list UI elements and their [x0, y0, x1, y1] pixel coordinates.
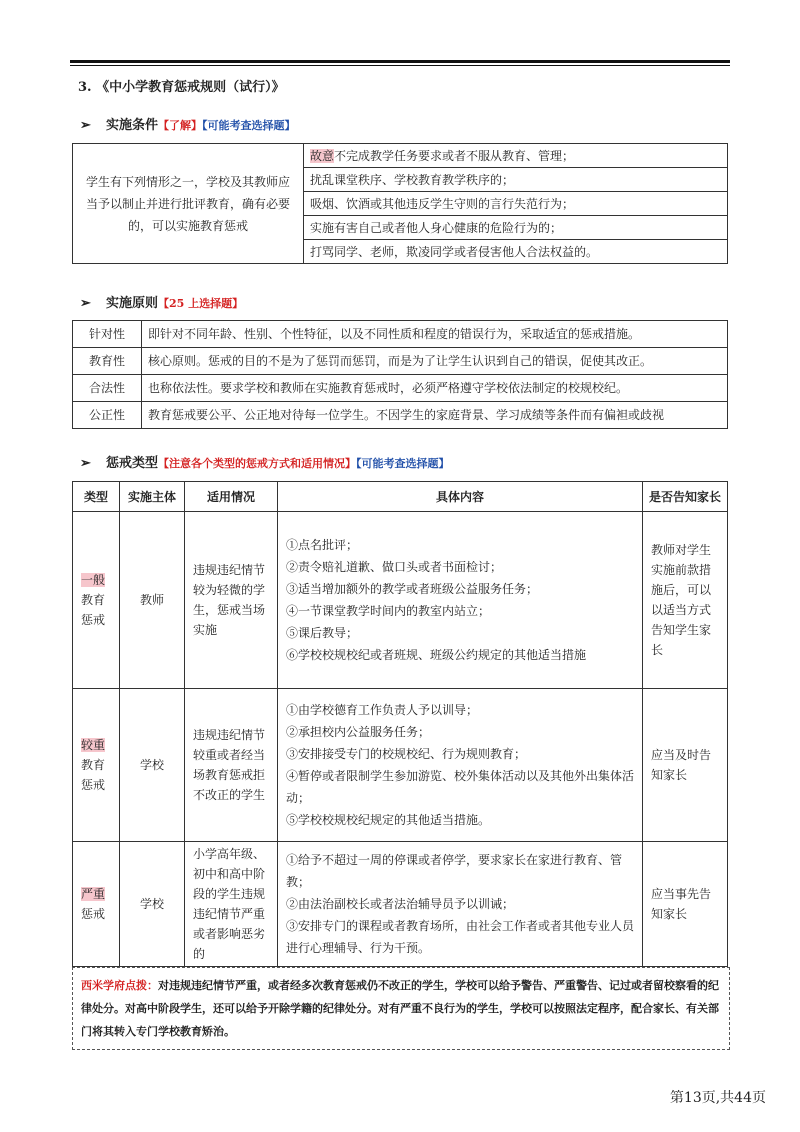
content-item: ③安排接受专门的校规校纪、行为规则教育；: [286, 747, 527, 761]
arrow-bullet-icon: ➢: [80, 296, 91, 311]
situation-cell: 违规违纪情节较为轻微的学生，惩戒当场实施: [185, 512, 278, 689]
subheading-label: 实施条件: [106, 118, 159, 133]
subheading-principles: [80, 292, 243, 311]
table-row: [73, 842, 728, 967]
content-item: ④一节课堂教学时间内的教室内站立；: [286, 604, 491, 618]
situation-cell: 小学高年级、初中和高中阶段的学生违规违纪情节严重或者影响恶劣的: [185, 842, 278, 967]
content-item: ④暂停或者限制学生参加游览、校外集体活动以及其他外出集体活动；: [286, 769, 635, 805]
content-item: ⑤课后教导；: [286, 626, 359, 640]
condition-item: 实施有害自己或者他人身心健康的危险行为的；: [304, 216, 728, 240]
conditions-intro: 学生有下列情形之一，学校及其教师应当予以制止并进行批评教育，确有必要的，可以实施教育惩戒: [73, 144, 304, 264]
principle-desc: 即针对不同年龄、性别、个性特征，以及不同性质和程度的错误行为，采取适宜的惩戒措施。: [142, 321, 728, 348]
type-cell: 一般教育惩戒: [73, 512, 120, 689]
top-rule-thick: [70, 60, 730, 63]
arrow-bullet-icon: ➢: [80, 456, 91, 471]
principle-desc: 也称依法性。要求学校和教师在实施教育惩戒时，必须严格遵守学校依法制定的校规校纪。: [142, 375, 728, 402]
tag-exam: 【可能考查选择题】: [202, 119, 296, 132]
content-cell: [278, 512, 643, 689]
page-number: 第13页,共44页: [669, 1090, 766, 1106]
tip-label: 西米学府点拨：: [81, 979, 158, 992]
subject-cell: 教师: [120, 512, 185, 689]
table-row: [73, 689, 728, 842]
content-cell: [278, 842, 643, 967]
condition-item: 故意不完成教学任务要求或者不服从教育、管理；: [304, 144, 728, 168]
tag-exam: 【可能考查选择题】: [356, 457, 450, 470]
subject-cell: 学校: [120, 689, 185, 842]
condition-item: 吸烟、饮酒或其他违反学生守则的言行失范行为；: [304, 192, 728, 216]
content-item: ③安排专门的课程或者教育场所，由社会工作者或者其他专业人员进行心理辅导、行为干预。: [286, 919, 635, 955]
principle-name: 教育性: [73, 348, 142, 375]
type-cell: 较重教育惩戒: [73, 689, 120, 842]
subject-cell: 学校: [120, 842, 185, 967]
header-subject: 实施主体: [120, 482, 185, 512]
content-item: ②责令赔礼道歉、做口头或者书面检讨；: [286, 560, 503, 574]
notify-cell: 应当事先告知家长: [643, 842, 728, 967]
subheading-label: 惩戒类型: [106, 456, 159, 471]
situation-cell: 违规违纪情节较重或者经当场教育惩戒拒不改正的学生: [185, 689, 278, 842]
condition-item: 扰乱课堂秩序、学校教育教学秩序的；: [304, 168, 728, 192]
content-item: ③适当增加额外的教学或者班级公益服务任务；: [286, 582, 539, 596]
arrow-bullet-icon: ➢: [80, 118, 91, 133]
content-item: ①由学校德育工作负责人予以训导；: [286, 703, 479, 717]
principle-name: 针对性: [73, 321, 142, 348]
content-item: ⑥学校校规校纪或者班规、班级公约规定的其他适当措施: [286, 648, 587, 662]
tag-note-types: 【注意各个类型的惩戒方式和适用情况】: [158, 457, 357, 470]
header-situation: 适用情况: [185, 482, 278, 512]
header-notify: 是否告知家长: [643, 482, 728, 512]
highlight-deliberate: 故意: [310, 148, 335, 163]
content-item: ①给予不超过一周的停课或者停学，要求家长在家进行教育、管教；: [286, 853, 623, 889]
principle-name: 合法性: [73, 375, 142, 402]
tip-box: [72, 967, 730, 1050]
highlight-type: 较重: [81, 738, 106, 752]
content-item: ①点名批评；: [286, 538, 359, 552]
table-header-row: [73, 482, 728, 512]
principle-name: 公正性: [73, 402, 142, 429]
tag-understand: 【了解】: [158, 119, 203, 132]
notify-cell: 教师对学生实施前款措施后，可以以适当方式告知学生家长: [643, 512, 728, 689]
notify-cell: 应当及时告知家长: [643, 689, 728, 842]
punishment-types-table: [72, 481, 728, 967]
content-item: ⑤学校校规校纪规定的其他适当措施。: [286, 813, 491, 827]
content-item: ②由法治副校长或者法治辅导员予以训诫；: [286, 897, 515, 911]
condition-item: 打骂同学、老师，欺凌同学或者侵害他人合法权益的。: [304, 240, 728, 264]
subheading-types: [80, 452, 450, 471]
subheading-conditions: [80, 114, 296, 133]
tip-text: 对违规违纪情节严重，或者经多次教育惩戒仍不改正的学生，学校可以给予警告、严重警告、记过或者留校察看的纪律处分。对高中阶段学生，还可以给予开除学籍的纪律处分。对有严重不良行为的学生，学校可以按照法定程序，配合家长、有关部门将其转入专门学校教育矫治。: [81, 979, 719, 1038]
subheading-label: 实施原则: [106, 296, 159, 311]
conditions-table: [72, 143, 728, 264]
principle-desc: 教育惩戒要公平、公正地对待每一位学生。不因学生的家庭背景、学习成绩等条件而有偏袒或歧视: [142, 402, 728, 429]
tag-exam-year: 【25 上选择题】: [158, 297, 244, 310]
highlight-type: 严重: [81, 887, 106, 901]
top-rule-thin: [70, 65, 730, 66]
principles-table: [72, 320, 728, 429]
header-content: 具体内容: [278, 482, 643, 512]
content-cell: [278, 689, 643, 842]
section-title: 3. 《中小学教育惩戒规则（试行）》: [78, 80, 285, 95]
table-row: [73, 512, 728, 689]
content-item: ②承担校内公益服务任务；: [286, 725, 431, 739]
type-cell: 严重惩戒: [73, 842, 120, 967]
highlight-type: 一般: [81, 573, 106, 587]
header-type: 类型: [73, 482, 120, 512]
principle-desc: 核心原则。惩戒的目的不是为了惩罚而惩罚，而是为了让学生认识到自己的错误，促使其改正。: [142, 348, 728, 375]
